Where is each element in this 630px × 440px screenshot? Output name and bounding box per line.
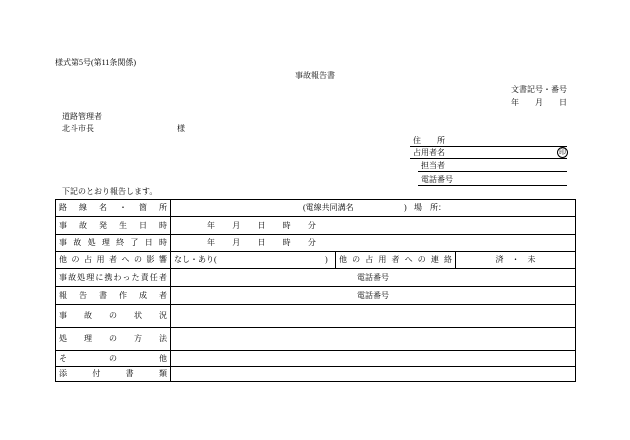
spread-char: の [109, 311, 117, 320]
row-occurred [56, 217, 576, 235]
spread-char: 発 [99, 220, 107, 230]
author-phone-label: 電話番号 [357, 290, 389, 300]
spread-char: へ [121, 255, 130, 264]
spread-char: 理 [84, 334, 92, 343]
spread-char: 処 [59, 334, 67, 343]
reporter-occupant-field [410, 148, 567, 159]
spread-char: 名 [99, 203, 107, 212]
spread-char: 他 [59, 255, 67, 264]
spread-char [249, 221, 257, 231]
spread-char: 占 [365, 255, 374, 264]
spread-char: 添 [59, 369, 67, 378]
doc-number-label: 文書記号・番号 [511, 85, 567, 94]
spread-char: 故 [84, 311, 92, 320]
spread-char: っ [122, 272, 131, 282]
spread-char [224, 221, 232, 231]
spread-char: 方 [134, 334, 142, 343]
spread-char [274, 221, 282, 231]
occurred-value-cell [171, 217, 576, 235]
method-label-cell [56, 328, 171, 351]
spread-char: 者 [109, 255, 117, 264]
row-situation [56, 305, 576, 328]
spread-char: 用 [378, 255, 387, 264]
other-value-cell [171, 351, 576, 367]
spread-char: 年 [207, 238, 215, 247]
spread-char: 任 [149, 272, 158, 282]
spread-char: 影 [146, 255, 155, 264]
seal-mark: 印 [559, 148, 566, 156]
spread-char: 故 [68, 272, 77, 282]
responsible-label [59, 273, 167, 283]
spread-char: 事 [59, 272, 67, 282]
spread-char: へ [404, 255, 413, 264]
row-attachments [56, 367, 576, 382]
spread-char: 響 [159, 255, 167, 264]
spread-char: 事 [59, 311, 67, 320]
form-number: 様式第5号(第11条関係) [55, 58, 137, 67]
resolved-label-cell [56, 235, 171, 252]
spread-char: 作 [119, 290, 127, 300]
situation-value-cell [171, 305, 576, 328]
impact-options-close: ) [325, 255, 328, 264]
spread-char: 者 [159, 290, 167, 300]
author-label-cell [56, 287, 171, 305]
impact-value-cell [171, 252, 336, 269]
contact-label-cell [336, 252, 456, 269]
reporter-address-field [410, 136, 567, 147]
spread-char: 報 [59, 290, 67, 300]
spread-char: 終 [116, 238, 125, 247]
responsible-phone-label: 電話番号 [357, 272, 389, 282]
spread-char [266, 238, 274, 248]
spread-char: の [352, 255, 361, 264]
spread-char: 分 [307, 220, 316, 230]
other-label [59, 354, 167, 364]
occurred-label [59, 221, 167, 231]
conduit-name-open: (電線共同溝名 [303, 203, 354, 212]
date-label: 年 月 日 [511, 98, 567, 107]
report-table [55, 199, 576, 382]
route-value-cell [171, 200, 576, 217]
author-label [59, 291, 167, 301]
spread-char: 成 [139, 290, 147, 300]
spread-char [249, 238, 257, 248]
spread-char: 理 [86, 272, 95, 282]
spread-char: 住 [413, 136, 421, 145]
other-label-cell [56, 351, 171, 367]
spread-char: 箇 [139, 203, 147, 212]
spread-char: に [95, 272, 104, 282]
spread-char: 事 [59, 238, 67, 247]
method-label [59, 334, 167, 344]
spread-char: 日 [257, 220, 266, 230]
spread-char [266, 221, 274, 231]
method-value-cell [171, 328, 576, 351]
impact-options-open: なし・あり( [174, 255, 217, 264]
spread-char: 告 [79, 290, 87, 300]
spread-char: 書 [125, 369, 134, 378]
spread-char: 者 [391, 255, 400, 264]
spread-char [224, 238, 232, 248]
spread-char [241, 221, 249, 231]
impact-label [59, 255, 167, 265]
spread-char: 絡 [444, 255, 452, 264]
spread-char: 線 [79, 203, 87, 212]
row-resolved [56, 235, 576, 252]
spread-char: 日 [257, 238, 266, 247]
resolved-value-cell [171, 235, 576, 252]
spread-char: 類 [158, 369, 167, 378]
document-title: 事故報告書 [295, 71, 335, 80]
contact-label [339, 255, 452, 265]
spread-char: 月 [232, 238, 241, 247]
intro-text: 下記のとおり報告します。 [62, 187, 158, 196]
spread-char: 故 [73, 238, 82, 247]
spread-char: 時 [282, 238, 291, 247]
situation-label [59, 311, 167, 321]
spread-char: 法 [159, 334, 167, 343]
spread-char: 況 [159, 311, 167, 320]
author-value-cell [171, 287, 576, 305]
report-table-container [55, 199, 575, 382]
reporter-phone-field [418, 175, 567, 186]
spread-char: 所 [437, 136, 445, 145]
spread-char: 年 [207, 220, 215, 230]
route-label-cell [56, 200, 171, 217]
spread-char: 携 [104, 272, 113, 282]
row-method [56, 328, 576, 351]
addressee-honorific: 様 [177, 124, 185, 133]
occurred-label-cell [56, 217, 171, 235]
spread-char [215, 238, 223, 248]
spread-char [299, 238, 307, 248]
spread-char: 他 [159, 353, 167, 363]
spread-char: そ [59, 353, 67, 363]
spread-char [291, 238, 299, 248]
spread-char: 連 [430, 255, 439, 264]
row-author [56, 287, 576, 305]
spread-char: 了 [130, 238, 139, 247]
spread-char: 責 [140, 272, 149, 282]
reporter-address-label [413, 136, 445, 146]
spread-char: 事 [59, 220, 67, 230]
spread-char: 処 [77, 272, 86, 282]
responsible-label-cell [56, 269, 171, 287]
spread-char: 他 [339, 255, 347, 264]
contact-options: 済 ・ 未 [456, 252, 576, 269]
impact-label-cell [56, 252, 171, 269]
spread-char: 生 [119, 220, 127, 230]
reporter-contact-person-field [418, 161, 567, 172]
spread-char: の [109, 353, 117, 363]
spread-char [299, 221, 307, 231]
spread-char [274, 238, 282, 248]
spread-char: 所 [159, 203, 167, 212]
spread-char: 用 [96, 255, 105, 264]
spread-char: 日 [144, 238, 153, 247]
spread-char: 分 [307, 238, 316, 247]
spread-char: 状 [134, 311, 142, 320]
reporter-contact-person-label: 担当者 [421, 161, 445, 170]
spread-char: わ [113, 272, 122, 282]
spread-char: 理 [101, 238, 110, 247]
resolved-label [59, 238, 167, 248]
spread-char: の [134, 255, 142, 264]
row-other [56, 351, 576, 367]
situation-label-cell [56, 305, 171, 328]
spread-char: 処 [87, 238, 96, 247]
reporter-occupant-label: 占用者名 [413, 148, 445, 157]
spread-char: の [71, 255, 80, 264]
addressee-name: 北斗市長 [62, 124, 94, 133]
row-responsible [56, 269, 576, 287]
spread-char: 時 [159, 220, 167, 230]
resolved-datetime [207, 238, 316, 248]
reporter-phone-label: 電話番号 [421, 175, 453, 184]
conduit-name-close: ) [404, 203, 407, 212]
spread-char: 付 [92, 369, 101, 378]
spread-char [241, 238, 249, 248]
spread-char: 月 [232, 220, 241, 230]
spread-char: ・ [119, 203, 127, 212]
spread-char: 路 [59, 203, 67, 212]
attachments-label-cell [56, 367, 171, 382]
spread-char: 時 [282, 220, 291, 230]
spread-char: た [131, 272, 140, 282]
spread-char [291, 221, 299, 231]
spread-char: の [417, 255, 426, 264]
route-label [59, 203, 167, 213]
spread-char: 故 [79, 220, 87, 230]
spread-char: 占 [84, 255, 92, 264]
addressee-organization: 道路管理者 [62, 112, 102, 121]
row-impact [56, 252, 576, 269]
attachments-value-cell [171, 367, 576, 382]
spread-char: 時 [158, 238, 167, 247]
attachments-label [59, 369, 167, 379]
spread-char: 日 [139, 220, 147, 230]
responsible-value-cell [171, 269, 576, 287]
spread-char: 書 [99, 290, 107, 300]
occurred-datetime [207, 221, 316, 231]
spread-char: の [109, 334, 117, 343]
spread-char [215, 221, 223, 231]
spread-char: 者 [158, 272, 167, 282]
place-label: 場 所： [414, 203, 446, 212]
row-route [56, 200, 576, 217]
